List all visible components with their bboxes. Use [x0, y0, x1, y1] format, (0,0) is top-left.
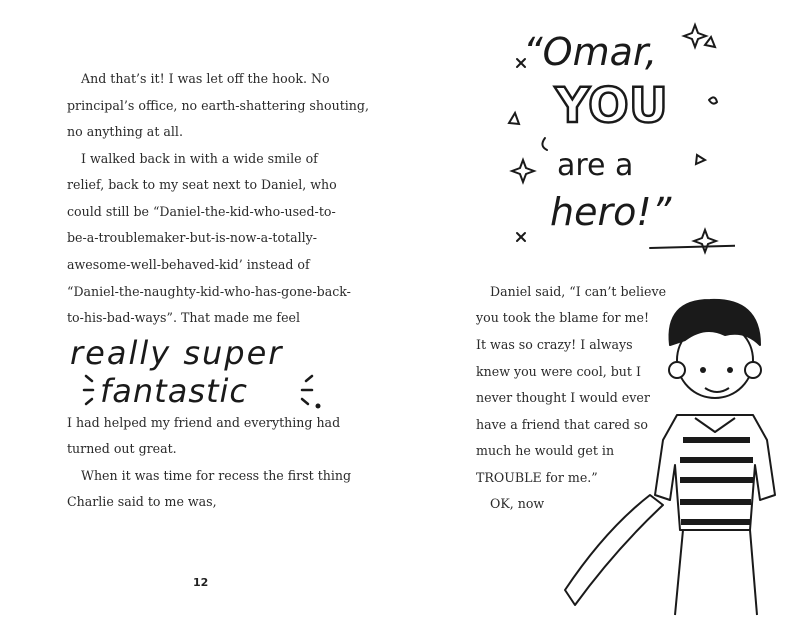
text-line: It was so crazy! I always [476, 337, 633, 352]
text-line: “Daniel-the-naughty-kid-who-has-gone-back- [67, 284, 351, 299]
text-line: And that’s it! I was let off the hook. No [81, 71, 330, 86]
text-line: Charlie said to me was, [67, 494, 217, 509]
lettering-hero: hero!” [550, 190, 672, 234]
text-line: principal’s office, no earth-shattering shouting, [67, 98, 369, 113]
lettering-you: YOU [555, 78, 668, 134]
text-line: awesome-well-behaved-kid’ instead of [67, 257, 310, 272]
text-line: When it was time for recess the first thing [81, 468, 352, 483]
boy-hero-illustration [545, 290, 805, 620]
text-line: to-his-bad-ways”. That made me feel [67, 310, 300, 325]
text-line: turned out great. [67, 441, 177, 456]
text-line: you took the blame for me! [476, 310, 650, 325]
text-line: I walked back in with a wide smile of [81, 151, 318, 166]
lettering-omar: “Omar, [523, 30, 658, 74]
sparkles-icon [505, 15, 735, 265]
text-line: never thought I would ever [476, 390, 650, 405]
text-line: no anything at all. [67, 124, 183, 139]
text-line: knew you were cool, but I [476, 364, 641, 379]
text-line: much he would get in [476, 443, 615, 458]
sparkle-dashes-icon [80, 372, 330, 412]
lettering-really-super: really super [70, 334, 284, 372]
right-page [405, 0, 810, 620]
text-line: have a friend that cared so [476, 417, 648, 432]
text-line: OK, now [490, 496, 545, 511]
page-number: 12 [193, 576, 209, 589]
text-line: Daniel said, “I can’t believe [490, 284, 667, 299]
text-line: be-a-troublemaker-but-is-now-a-totally- [67, 230, 318, 245]
lettering-fantastic: fantastic [100, 372, 249, 410]
text-line: could still be “Daniel-the-kid-who-used-to- [67, 204, 336, 219]
text-line: TROUBLE for me.” [476, 470, 598, 485]
text-line: relief, back to my seat next to Daniel, who [67, 177, 337, 192]
lettering-are-a: are a [557, 148, 634, 183]
text-line: I had helped my friend and everything had [67, 415, 341, 430]
